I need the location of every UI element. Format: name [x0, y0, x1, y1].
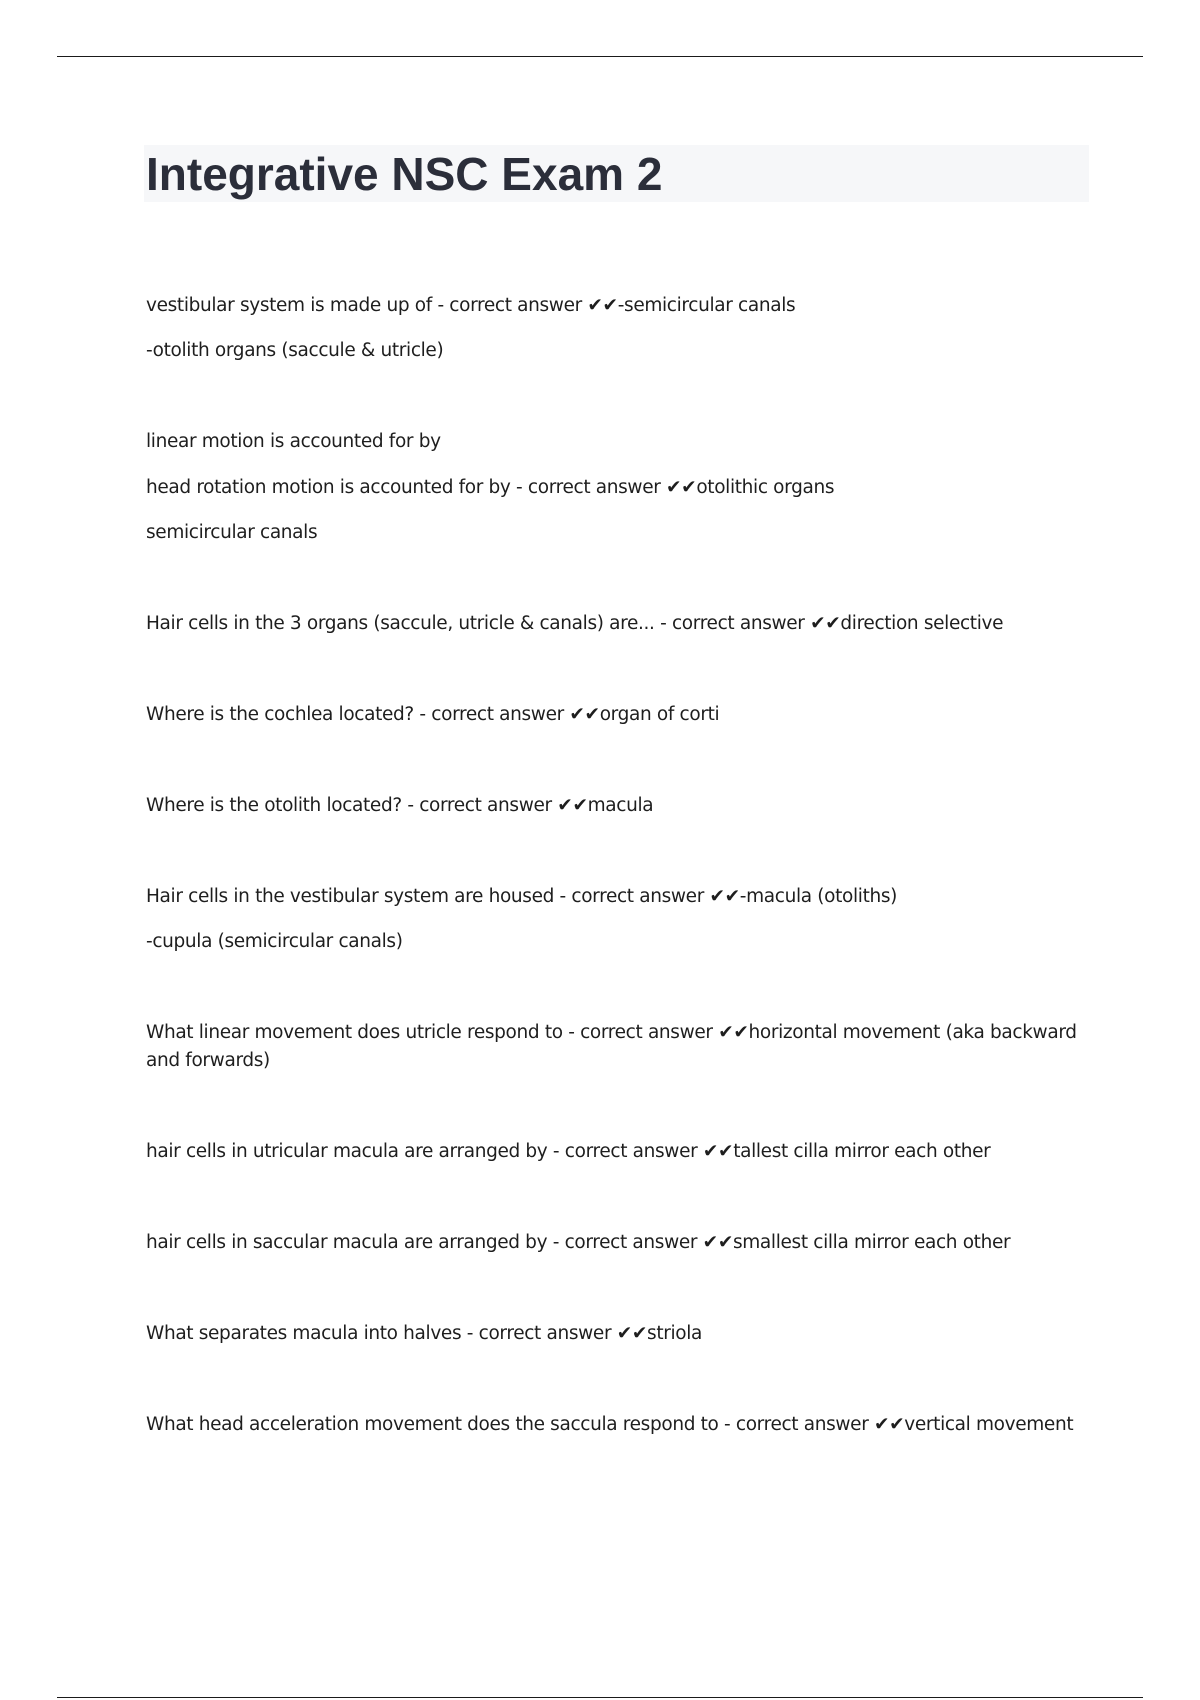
qa-line: What separates macula into halves - correct answer ✔✔striola: [146, 1323, 703, 1344]
qa-line: linear motion is accounted for by: [146, 431, 441, 452]
qa-line: vestibular system is made up of - correct answer ✔✔-semicircular canals: [146, 295, 796, 316]
qa-line: What linear movement does utricle respond to - correct answer ✔✔horizontal movement (aka backward and forwards): [146, 1022, 1077, 1071]
qa-line: semicircular canals: [146, 522, 318, 543]
qa-line: Hair cells in the 3 organs (saccule, utricle & canals) are... - correct answer ✔✔direction selective: [146, 613, 1004, 634]
qa-line: hair cells in saccular macula are arranged by - correct answer ✔✔smallest cilla mirror each other: [146, 1232, 1011, 1253]
qa-line: What head acceleration movement does the saccula respond to - correct answer ✔✔vertical movement: [146, 1414, 1074, 1435]
qa-line: Hair cells in the vestibular system are housed - correct answer ✔✔-macula (otoliths): [146, 886, 898, 907]
qa-line: hair cells in utricular macula are arranged by - correct answer ✔✔tallest cilla mirror each other: [146, 1141, 991, 1162]
top-rule: [57, 56, 1143, 57]
qa-line: -cupula (semicircular canals): [146, 931, 403, 952]
qa-line: Where is the otolith located? - correct answer ✔✔macula: [146, 795, 654, 816]
qa-line: head rotation motion is accounted for by - correct answer ✔✔otolithic organs: [146, 477, 835, 498]
bottom-rule: [57, 1697, 1143, 1698]
qa-line: Where is the cochlea located? - correct answer ✔✔organ of corti: [146, 704, 720, 725]
document-title: Integrative NSC Exam 2: [146, 148, 663, 200]
qa-line: -otolith organs (saccule & utricle): [146, 340, 444, 361]
